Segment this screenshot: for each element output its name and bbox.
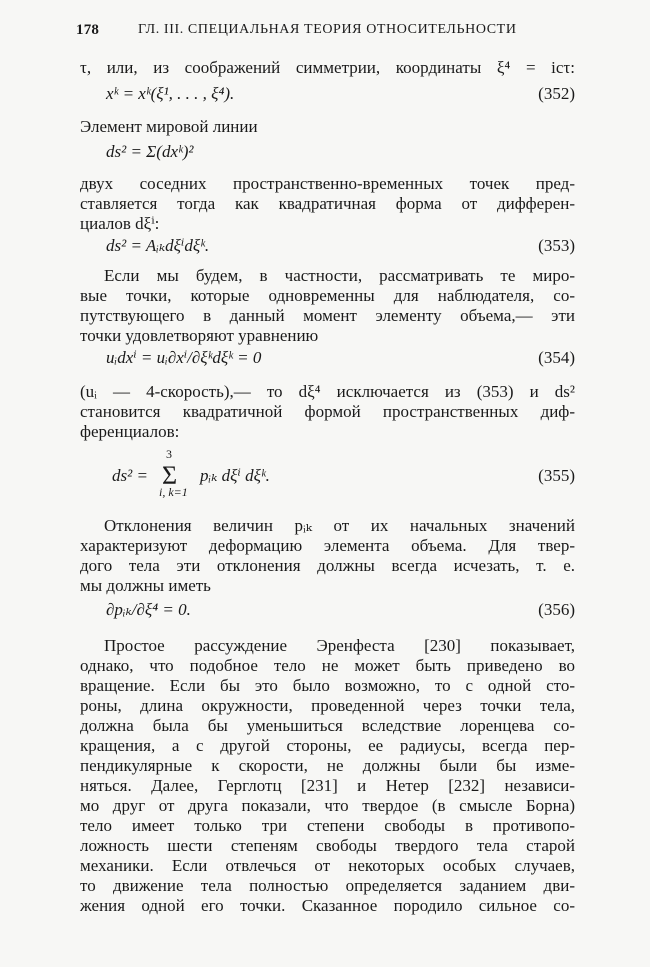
text-line: вращение. Если бы это было возможно, то с одной сто- (80, 676, 575, 695)
text-line: жения одной его точки. Сказанное породило сильное со- (80, 896, 575, 915)
equation-number: (353) (538, 236, 575, 255)
text-line: становится квадратичной формой пространственных диф- (80, 402, 575, 421)
text-line: (uᵢ — 4-скорость),— то dξ⁴ исключается из (353) и ds² (80, 382, 575, 401)
equation-353 (80, 236, 575, 256)
equation-number: (354) (538, 348, 575, 367)
page-header (76, 22, 586, 44)
equation-356 (80, 600, 575, 620)
text-line: однако, что подобное тело не может быть приведено во (80, 656, 575, 675)
equation-number: (352) (538, 84, 575, 103)
text-line: Простое рассуждение Эренфеста [230] показывает, (104, 636, 575, 655)
equation-text: ds² = Aᵢₖdξⁱdξᵏ. (106, 236, 210, 255)
equation-text: ds² = Σ(dxᵏ)² (106, 142, 194, 161)
sum-upper-limit: 3 (166, 447, 172, 461)
equation-ds (80, 142, 575, 162)
text-line: Если мы будем, в частности, рассматривать те миро- (104, 266, 575, 285)
text-line: характеризуют деформацию элемента объема. Для твер- (80, 536, 575, 555)
running-title: ГЛ. III. СПЕЦИАЛЬНАЯ ТЕОРИЯ ОТНОСИТЕЛЬНОСТИ (138, 22, 517, 37)
equation-text: xᵏ = xᵏ(ξ¹, . . . , ξ⁴). (106, 84, 235, 103)
equation-355 (112, 447, 575, 507)
text-line: циалов dξⁱ: (80, 214, 160, 233)
text-line: ставляется тогда как квадратичная форма от дифферен- (80, 194, 575, 213)
text-line: Отклонения величин pᵢₖ от их начальных значений (104, 516, 575, 535)
equation-text: uᵢdxⁱ = uᵢ∂xⁱ/∂ξᵏdξᵏ = 0 (106, 348, 262, 367)
text-line: мы должны иметь (80, 576, 211, 595)
equation-352 (80, 84, 575, 104)
equation-text: ∂pᵢₖ/∂ξ⁴ = 0. (106, 600, 191, 619)
text-line: вые точки, которые одновременны для наблюдателя, со- (80, 286, 575, 305)
text-line: должна была бы уменьшиться вследствие лоренцева со- (80, 716, 575, 735)
page-number: 178 (76, 22, 100, 38)
text-line: ференциалов: (80, 422, 180, 441)
text-line: кращения, а с другой стороны, ее радиусы, всегда пер- (80, 736, 575, 755)
text-line: мо друг от друга показали, что твердое (в смысле Борна) (80, 796, 575, 815)
text-line: пендикулярные к скорости, не должны были бы изме- (80, 756, 575, 775)
equation-lhs: ds² = (112, 466, 148, 485)
equation-354 (80, 348, 575, 368)
text-line: то движение тела полностью определяется заданием дви- (80, 876, 575, 895)
text-line: ложность шести степеням свободы твердого тела старой (80, 836, 575, 855)
equation-rhs: pᵢₖ dξⁱ dξᵏ. (200, 466, 270, 485)
text-line: путствующего в данный момент элементу объема,— эти (80, 306, 575, 325)
text-line: Элемент мировой линии (80, 117, 258, 136)
equation-number: (356) (538, 600, 575, 619)
text-line: няться. Далее, Герглотц [231] и Нетер [232] независи- (80, 776, 575, 795)
sum-sign: Σ (162, 461, 178, 490)
text-line: двух соседних пространственно-временных точек пред- (80, 174, 575, 193)
text-line: механики. Если отвлечься от некоторых особых случаев, (80, 856, 575, 875)
text-line: дого тела эти отклонения должны всегда исчезать, т. е. (80, 556, 575, 575)
equation-number: (355) (538, 466, 575, 485)
text-line: точки удовлетворяют уравнению (80, 326, 319, 345)
text-line: роны, длина окружности, проведенной через точки тела, (80, 696, 575, 715)
sum-lower-limit: i, k=1 (159, 485, 188, 499)
text-line: тело имеет только три степени свободы в противопо- (80, 816, 575, 835)
text-line: τ, или, из соображений симметрии, координаты ξ⁴ = icτ: (80, 58, 575, 77)
